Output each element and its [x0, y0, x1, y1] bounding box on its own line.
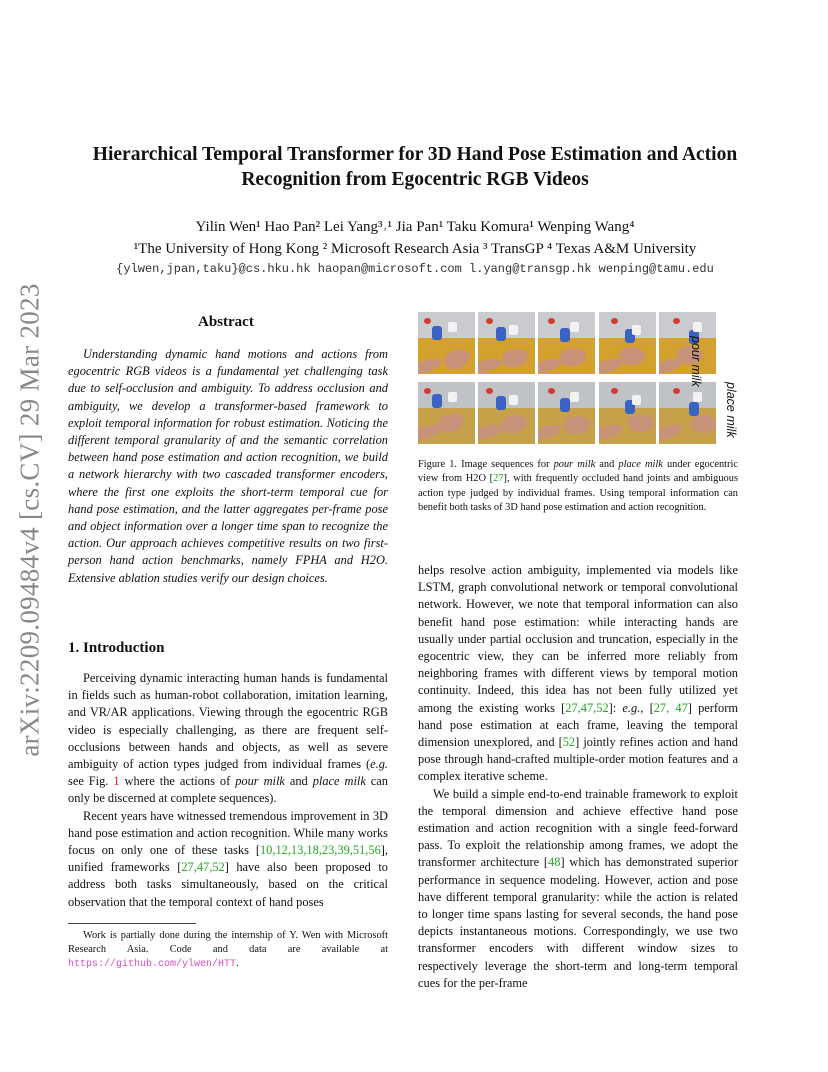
- code-url-link[interactable]: https://github.com/ylwen/HTT: [68, 959, 237, 970]
- citation-link[interactable]: 10,12,13,18,23,39,51,56: [259, 843, 381, 858]
- author-emails: {ylwen,jpan,taku}@cs.hku.hk haopan@microsoft.com l.yang@transgp.hk wenping@tamu.edu: [116, 262, 714, 276]
- video-frame: [659, 312, 716, 374]
- author-names: Yilin Wen¹ Hao Pan² Lei Yang³˒¹ Jia Pan¹ Taku Komura¹ Wenping Wang⁴: [195, 219, 635, 235]
- video-frame: [538, 312, 595, 374]
- citation-link[interactable]: 48: [548, 855, 561, 870]
- video-frame: [478, 312, 535, 374]
- citation-link[interactable]: 52: [562, 735, 576, 750]
- introduction-body: [68, 670, 388, 911]
- video-frame: [538, 382, 595, 444]
- abstract-paragraph: Understanding dynamic hand motions and actions from egocentric RGB videos is a fundamental yet challenging task due to self-occlusion and ambiguity. To address occlusion and ambiguity, we develop a transformer-based framework to exploit temporal information for robust estimation. Noticing the different temporal granularity of and the semantic correlation between hand pose estimation and action recognition, we build a network hierarchy with two cascaded transformer encoders, where the first one exploits the short-term temporal cue for hand pose estimation, and the latter aggregates per-frame pose and object information over a longer time span to recognize the action. Our approach achieves competitive results on two first-person hand action benchmarks, namely FPHA and H2O. Extensive ablation studies verify our design choices.: [68, 347, 388, 585]
- citation-link[interactable]: 27, 47: [653, 700, 688, 715]
- row-label-pour-milk: pour milk: [689, 336, 703, 387]
- citation-link[interactable]: 27: [493, 473, 504, 485]
- abstract-body: [68, 346, 388, 587]
- paper-title: [70, 142, 760, 192]
- row-label-place-milk: place milk: [724, 382, 738, 438]
- video-frame: [659, 382, 716, 444]
- video-frame: [418, 312, 475, 374]
- author-affiliations: ¹The University of Hong Kong ² Microsoft Research Asia ³ TransGP ⁴ Texas A&M University: [133, 241, 697, 257]
- right-paragraph-1: helps resolve action ambiguity, implemented via models like LSTM, graph convolutional network or temporal convolutional network. However, we note that temporal information can also benefit hand pose estimation: while interacting hands are usually under partial occlusion and truncation, especially in the egocentric view, they can be inferred more reliably from neighboring frames with different views by temporal motion continuity. Indeed, this idea has not been fully utilized yet among the existing works [27,47,52]: e.g., [27, 47] perform hand pose estimation at each frame, leaving the temporal dimension unexplored, and [52] jointly refines action and hand pose through hand-crafted multiple-order motion features and a complex iterative scheme.: [418, 563, 739, 784]
- right-paragraph-2: We build a simple end-to-end trainable framework to exploit the temporal dimension and achieve effective hand pose estimation and action recognition with a single feed-forward pass. To exploit the relationship among frames, we adopt the transformer architecture [48] which has demonstrated superior performance in sequence modeling. However, action and pose have different temporal granularity: while the action is related to longer time spans lasting for several seconds, the hand pose depicts instantaneous motions. Correspondingly, we use two transformer encoders with different window sizes to respectively leverage the short-term and long-term temporal cues for the per-frame: [418, 786, 739, 990]
- section-heading-introduction: 1. Introduction: [68, 640, 165, 656]
- footnote-rule: [68, 923, 196, 924]
- author-block: [70, 216, 760, 260]
- figure-1-caption: Figure 1. Image sequences for pour milk and place milk under egocentric view from H2O [27], with frequently occluded hand joints and ambiguous action type judged by individual frames. Using temporal information can benefit both tasks of 3D hand pose estimation and action recognition.: [418, 459, 738, 513]
- video-frame: [478, 382, 535, 444]
- arxiv-stamp: [8, 280, 52, 760]
- footnote: Work is partially done during the internship of Y. Wen with Microsoft Research Asia. Code and data are available at https://github.com/ylwen/HTT.: [68, 930, 388, 970]
- video-frame: [418, 382, 475, 444]
- figure-ref-link[interactable]: 1: [113, 774, 120, 789]
- video-frame: [599, 312, 656, 374]
- title-line-2: Recognition from Egocentric RGB Videos: [241, 169, 589, 190]
- citation-link[interactable]: 27,47,52: [181, 860, 225, 875]
- video-frame: [599, 382, 656, 444]
- title-line-1: Hierarchical Temporal Transformer for 3D Hand Pose Estimation and Action: [92, 144, 738, 165]
- right-column-body: [418, 562, 738, 992]
- abstract-heading: Abstract: [198, 314, 254, 330]
- intro-paragraph-2: Recent years have witnessed tremendous improvement in 3D hand pose estimation and action recognition. While many works focus on only one of these tasks [10,12,13,18,23,39,51,56], unified frameworks [27,47,52] have also been proposed to address both tasks simultaneously, based on the critical observation that the temporal context of hand poses: [68, 808, 388, 909]
- citation-link[interactable]: 27,47,52: [565, 700, 609, 715]
- arxiv-stamp-text: arXiv:2209.09484v4 [cs.CV] 29 Mar 2023: [14, 283, 45, 757]
- intro-paragraph-1: Perceiving dynamic interacting human hands is fundamental in fields such as human-robot collaboration, imitation learning, and VR/AR applications. Viewing through the egocentric RGB video is especially challenging, as there are frequent self-occlusions between hands and objects, as well as severe ambiguity of action types judged from individual frames (e.g. see Fig. 1 where the actions of pour milk and place milk can only be discerned at complete sequences).: [68, 671, 388, 806]
